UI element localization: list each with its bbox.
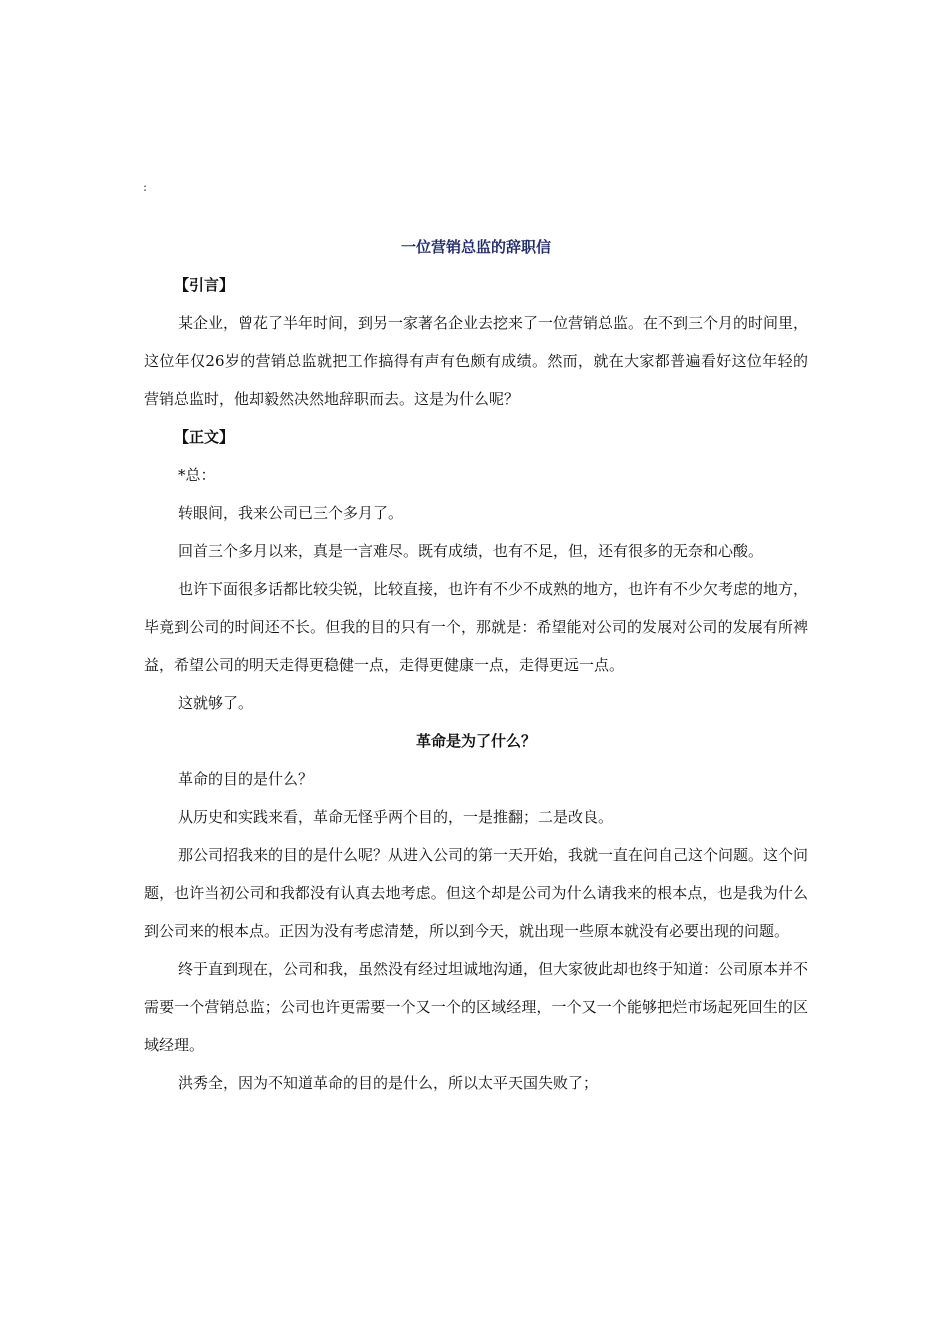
section-paragraph: 革命的目的是什么？	[178, 770, 314, 788]
document-content	[144, 228, 808, 1102]
body-paragraph: 这就够了。	[178, 694, 254, 712]
page-mark: :	[143, 180, 148, 194]
body-paragraph: 也许下面很多话都比较尖锐，比较直接，也许有不少不成熟的地方，也许有不少欠考虑的地方，毕竟到公司的时间还不长。但我的目的只有一个，那就是：希望能对公司的发展对公司的发展有所裨益，希望公司的明天走得更稳健一点，走得更健康一点，走得更远一点。	[144, 580, 809, 674]
intro-heading: 【引言】	[174, 276, 235, 294]
body-paragraph: *总：	[178, 466, 216, 484]
document-title: 一位营销总监的辞职信	[400, 238, 551, 256]
intro-paragraph: 某企业，曾花了半年时间，到另一家著名企业去挖来了一位营销总监。在不到三个月的时间里，这位年仅26岁的营销总监就把工作搞得有声有色颇有成绩。然而，就在大家都普遍看好这位年轻的营销总监时，他却毅然决然地辞职而去。这是为什么呢？	[144, 314, 809, 408]
section-paragraph: 终于直到现在，公司和我，虽然没有经过坦诚地沟通，但大家彼此却也终于知道：公司原本并不需要一个营销总监；公司也许更需要一个又一个的区域经理，一个又一个能够把烂市场起死回生的区域经理。	[144, 960, 809, 1054]
body-paragraph: 转眼间，我来公司已三个多月了。	[178, 504, 404, 522]
section-title: 革命是为了什么？	[415, 732, 536, 750]
section-paragraph: 从历史和实践来看，革命无怪乎两个目的，一是推翻；二是改良。	[178, 808, 614, 826]
body-paragraph: 回首三个多月以来，真是一言难尽。既有成绩，也有不足，但，还有很多的无奈和心酸。	[178, 542, 764, 560]
section-paragraph: 那公司招我来的目的是什么呢？从进入公司的第一天开始，我就一直在问自己这个问题。这个问题，也许当初公司和我都没有认真去地考虑。但这个却是公司为什么请我来的根本点，也是我为什么到公司来的根本点。正因为没有考虑清楚，所以到今天，就出现一些原本就没有必要出现的问题。	[144, 846, 809, 940]
body-heading: 【正文】	[174, 428, 235, 446]
section-paragraph: 洪秀全，因为不知道革命的目的是什么，所以太平天国失败了；	[178, 1074, 599, 1092]
